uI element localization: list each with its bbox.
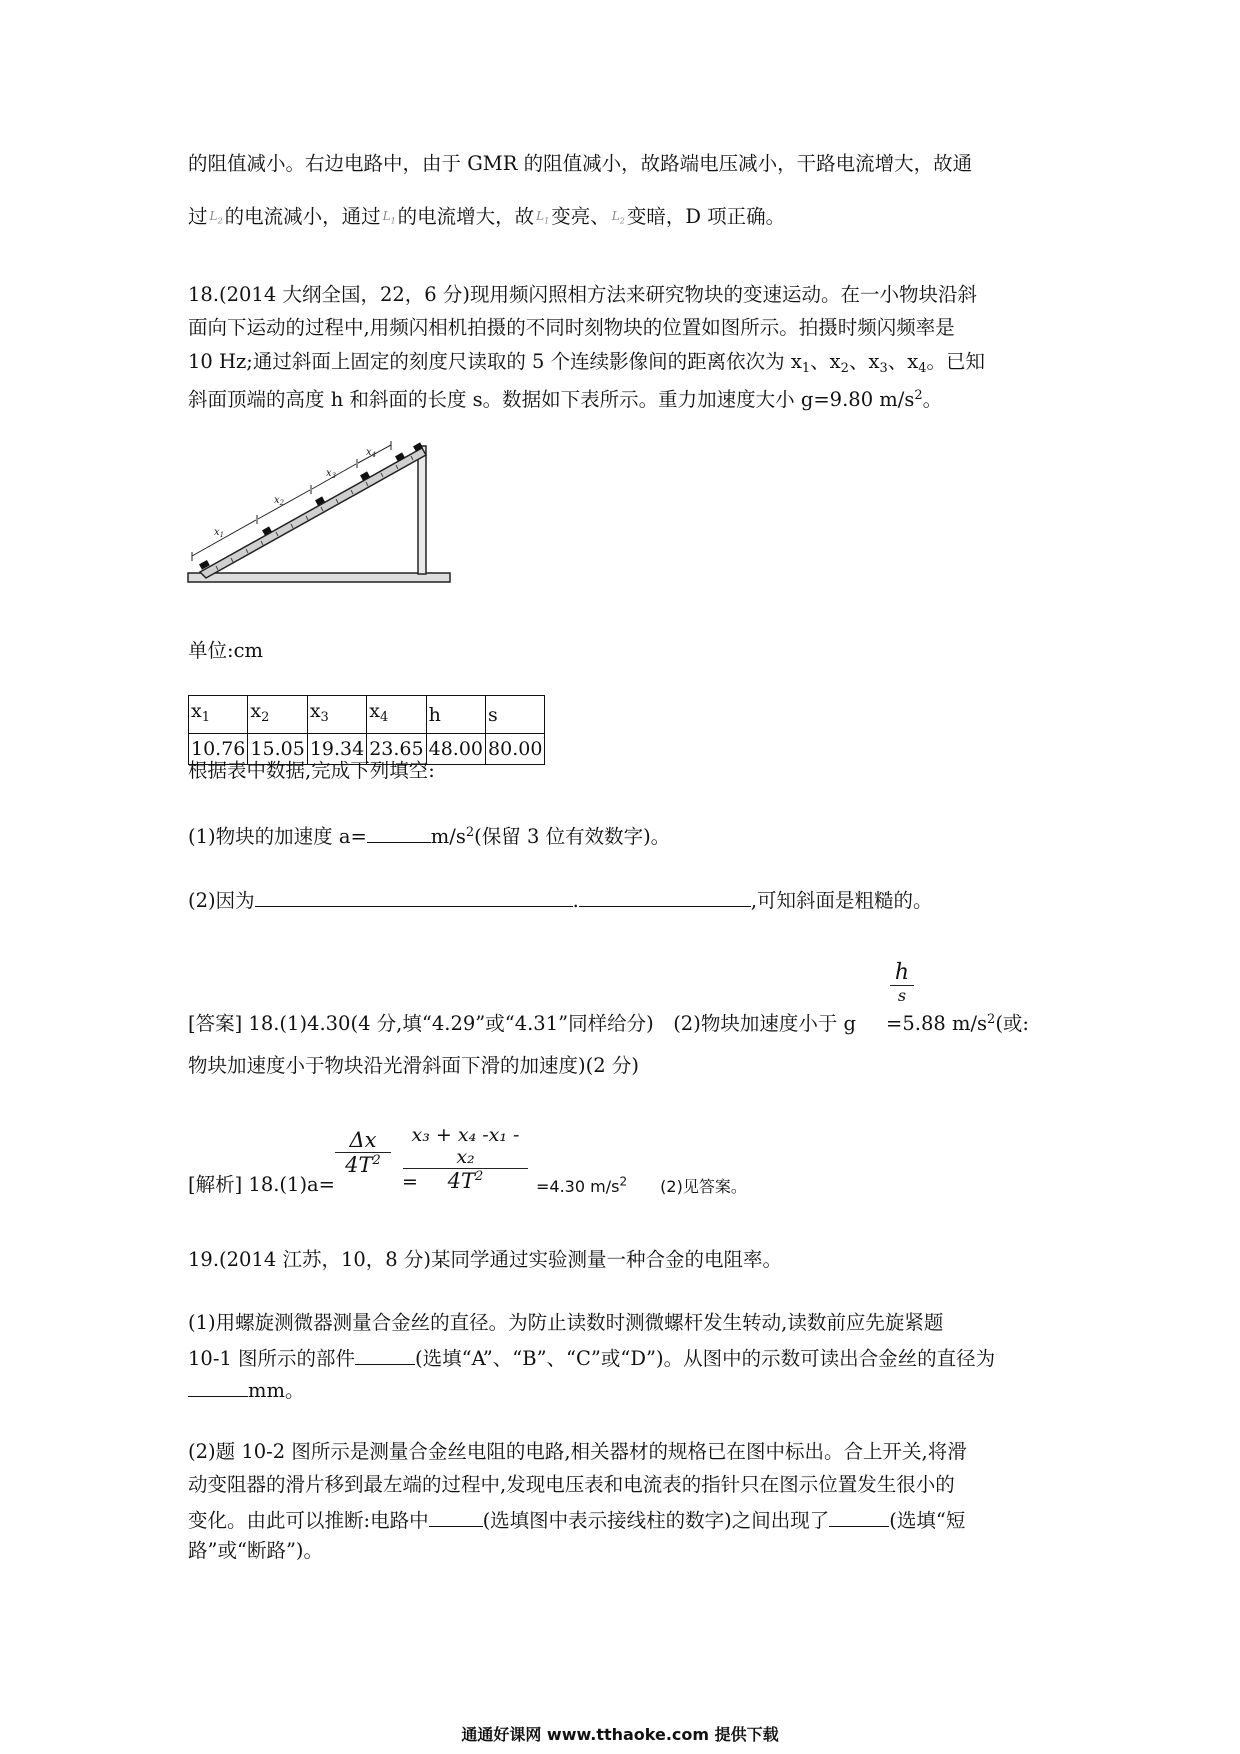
- table-cell: 10.76: [189, 734, 248, 765]
- table-cell: 48.00: [426, 734, 485, 765]
- answer-blank: [188, 1374, 248, 1397]
- x1-label: $x_1$: [214, 527, 225, 539]
- question-18-text: 面向下运动的过程中,用频闪相机拍摄的不同时刻物块的位置如图所示。拍摄时频闪频率是: [188, 316, 955, 339]
- question-19-text: 路”或“断路”)。: [188, 1539, 324, 1562]
- question-19-text: 变化。由此可以推断:电路中 (选填图中表示接线柱的数字)之间出现了 (选填“短: [188, 1504, 965, 1535]
- x3-label: $x_3$: [326, 468, 337, 480]
- question-18-text: 18.(2014 大纲全国，22，6 分)现用频闪照相方法来研究物块的变速运动。在一小物块沿斜: [188, 283, 977, 306]
- incline-figure: [186, 440, 456, 590]
- displacement-fraction: x₃ + x₄ -x₁ -x₂ $4T^2$: [403, 1124, 528, 1193]
- question-19-text: mm。: [188, 1374, 304, 1405]
- table-header-cell: $x_2$: [248, 696, 307, 734]
- question-18-text: 斜面顶端的高度 h 和斜面的长度 s。数据如下表所示。重力加速度大小 g=9.80 $m/s^2$。: [188, 388, 943, 411]
- fill-in-question-2: (2)因为 . ,可知斜面是粗糙的。: [188, 884, 933, 915]
- table-header-cell: s: [486, 696, 545, 734]
- table-cell: 19.34: [307, 734, 366, 765]
- line-text: 的电流减小，通过: [224, 205, 381, 228]
- line-text: 变暗，D 项正确。: [626, 205, 786, 228]
- text-line: [188, 150, 972, 178]
- question-19-text: 动变阻器的滑片移到最左端的过程中,发现电压表和电流表的指针只在图示位置发生很小的: [188, 1473, 955, 1496]
- fill-in-question-1: (1)物块的加速度 $a= m/s^2$(保留 3 位有效数字)。: [188, 819, 670, 851]
- page-footer: 通通好课网 www.tthaoke.com 提供下载: [461, 1725, 779, 1744]
- table-header-cell: h: [426, 696, 485, 734]
- x4-label: $x_4$: [366, 447, 377, 459]
- question-19-text: (1)用螺旋测微器测量合金丝的直径。为防止读数时测微螺杆发生转动,读数前应先旋紧题: [188, 1311, 944, 1334]
- table-cell: 23.65: [367, 734, 426, 765]
- question-18-text: 10 Hz;通过斜面上固定的刻度尺读取的 5 个连续影像间的距离依次为 $x_1$、$x_2$、$x_3$、$x_4$。已知: [188, 350, 986, 376]
- question-19-text: (2)题 10-2 图所示是测量合金丝电阻的电路,相关器材的规格已在图中标出。合上开关,将滑: [188, 1440, 967, 1463]
- l1-symbol: $L_1$: [536, 209, 550, 226]
- analysis-result: =4.30 $m/s^2$ (2)见答案。: [536, 1174, 747, 1196]
- unit-label: 单位:cm: [188, 639, 263, 662]
- x2-label: $x_2$: [274, 495, 285, 507]
- table-header-row: [189, 696, 545, 734]
- data-table: [188, 695, 545, 765]
- answer-blank: [367, 820, 431, 843]
- delta-x-fraction: Δx $4T^2$: [335, 1128, 391, 1177]
- table-cell: 15.05: [248, 734, 307, 765]
- answer-blank: [829, 1504, 889, 1527]
- l2-symbol: $L_2$: [611, 209, 625, 226]
- answer-blank: [355, 1342, 415, 1365]
- answer-line: [答案] 18.(1)4.30(4 分,填“4.29”或“4.31”同样给分) (2)物块加速度小于 g =5.88 $m/s^2$(或:: [188, 1012, 1029, 1035]
- question-19-text: 19.(2014 江苏，10，8 分)某同学通过实验测量一种合金的电阻率。: [188, 1248, 782, 1271]
- text-line: [188, 203, 785, 238]
- line-text: 变亮、: [551, 205, 610, 228]
- analysis-line: [解析] 18.(1)a=: [188, 1173, 336, 1196]
- table-header-cell: $x_1$: [189, 696, 248, 734]
- answer-blank: [429, 1504, 483, 1527]
- equals-sign: =: [402, 1171, 418, 1193]
- table-cell: 80.00: [486, 734, 545, 765]
- instruction-text: 根据表中数据,完成下列填空:: [188, 759, 435, 782]
- line-text: 的电流增大，故: [397, 205, 535, 228]
- answer-line: 物块加速度小于物块沿光滑斜面下滑的加速度)(2 分): [188, 1054, 639, 1077]
- answer-blank: [255, 884, 573, 907]
- h-over-s-fraction: h s: [890, 960, 914, 1005]
- table-header-cell: $x_3$: [307, 696, 366, 734]
- answer-blank: [579, 884, 751, 907]
- l2-symbol: $L_2$: [209, 209, 223, 226]
- line-text: 的阻值减小。右边电路中，由于 GMR 的阻值减小，故路端电压减小，干路电流增大，故通: [188, 152, 973, 175]
- question-19-text: 10-1 图所示的部件 (选填“A”、“B”、“C”或“D”)。从图中的示数可读出合金丝的直径为: [188, 1342, 995, 1373]
- block-marks: [199, 442, 423, 569]
- table-header-cell: $x_4$: [367, 696, 426, 734]
- line-text: 过: [188, 205, 208, 228]
- l1-symbol: $L_1$: [382, 209, 396, 226]
